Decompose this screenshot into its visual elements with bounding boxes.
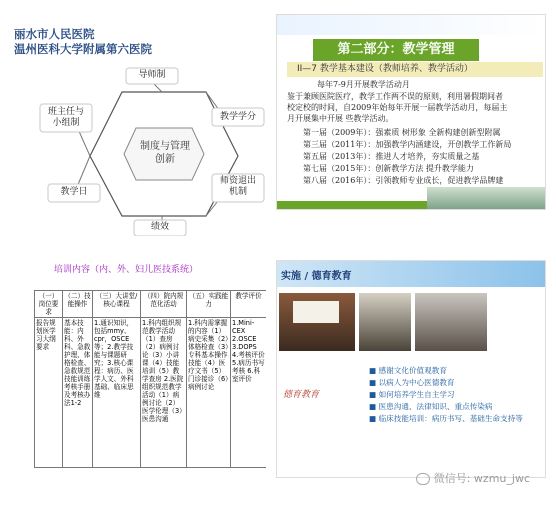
slide-line: 第七届（2015年）：创新教学方法 提升教学能力	[303, 164, 474, 173]
bullet-item: ■ 感谢文化价值观教育	[369, 366, 447, 375]
hospital-affiliation: 温州医科大学附属第六医院	[14, 42, 152, 56]
slide-top-band	[277, 15, 545, 35]
slide-footer-bar	[277, 201, 427, 209]
teaching-credit-label: 教学学分	[219, 112, 256, 122]
watermark-text: 微信号: wzmu_jwc	[433, 472, 530, 485]
table-header-row	[35, 291, 267, 318]
diagram-panel	[12, 8, 266, 236]
wechat-watermark	[416, 470, 530, 486]
exit-mechanism-label	[212, 176, 264, 198]
table-header-cell: （二）技能操作	[63, 291, 93, 318]
slide-line: 第三届（2011年）：加强教学内涵建设，开创教学工作新局	[303, 140, 512, 149]
slide-title: 实施 / 德育教育	[281, 271, 352, 282]
table-header-cell: （三）大讲堂/核心课程	[93, 291, 141, 318]
table-row	[35, 318, 267, 468]
section-subheader: II—7 教学基本建设（教师培养、教学活动）	[287, 62, 543, 77]
table-header-cell: 教学评价	[231, 291, 267, 318]
section-header: 第二部分：教学管理	[313, 39, 479, 61]
audience-photo	[359, 293, 411, 351]
training-title: 培训内容（内、外、妇儿医技系统）	[54, 265, 199, 275]
table-cell: 报告规划医学习大纲要求	[35, 318, 63, 468]
slide-line: 校定校的时间，自2009年始每年开展一届教学活动月，每届主	[287, 103, 508, 112]
slide-line: 鉴于兼顾医院医疗，教学工作两不误的原则，利用暑假期间者	[287, 92, 503, 101]
class-director-label	[40, 107, 92, 129]
training-content-panel	[34, 262, 266, 472]
mentor-label: 导师制	[138, 70, 166, 80]
table-header-cell: （五）实践能力	[187, 291, 231, 318]
classroom-photo	[415, 293, 487, 351]
slide-line: 月开展集中开展 些教学活动。	[287, 114, 394, 123]
bullet-item: ■ 如何培养学生自主学习	[369, 390, 455, 399]
table-header-cell: （一）岗位要求	[35, 291, 63, 318]
center-line1: 制度与管理	[140, 141, 190, 152]
bullet-item: ■ 临床技能培训：病历书写、基础生命支持等	[369, 414, 523, 423]
training-table	[34, 290, 266, 468]
class-director-line2: 小组制	[52, 118, 80, 128]
bullet-item: ■ 医患沟通、法律知识、重点传染病	[369, 402, 493, 411]
table-cell: 基本技能：内科、外科、急救护理、体格检查、急救规范技能训练考核手册及考核办法1-2	[63, 318, 93, 468]
slide-line: 第八届（2016年）：引领教师专业成长，促进教学品牌建	[303, 176, 504, 185]
hospital-name: 丽水市人民医院	[14, 27, 95, 41]
table-cell: 1.科内需掌握的内容（1）病史采集（2）体格检查（3）专科基本操作技能（4）医疗文书（5）门诊接诊（6）病例讨论	[187, 318, 231, 468]
exit-mechanism-line2: 机制	[228, 187, 247, 197]
lecture-hall-photo	[279, 293, 355, 351]
slide-line: 每年7-9月开展教学活动月	[317, 80, 410, 89]
center-label	[127, 140, 203, 166]
table-cell: 1.通识知识，包括mmy、cpr，OSCE等；2.教学技能与课题研究；3.核心课程：病历、医学人文、外科基础、临床思维	[93, 318, 141, 468]
stamp-text: 德育教育	[283, 390, 320, 400]
center-line2: 创新	[155, 154, 175, 165]
teaching-day-label: 教学日	[60, 187, 88, 197]
performance-label: 绩效	[150, 222, 169, 232]
moral-education-slide	[276, 260, 546, 478]
table-cell: 1.科内组织规范教学活动（1）查房（2）病例讨论（3）小讲课（4）技能培训（5）教学查房 2.医院组织规范教学活动（1）病例讨论（2）医学伦理（3）医患沟通	[141, 318, 187, 468]
teaching-management-slide	[276, 14, 546, 210]
hospital-building-image	[427, 187, 545, 209]
exit-mechanism-line1: 师资退出	[219, 176, 256, 186]
bullet-item: ■ 以病人为中心医德教育	[369, 378, 455, 387]
class-director-line1: 班主任与	[47, 107, 84, 117]
wechat-icon	[416, 473, 430, 485]
table-cell: 1.Mini-CEX 2.OSCE 3.DOPS 4.考核评价 5.病历书写考核 6.科室评价	[231, 318, 267, 468]
table-header-cell: （四）院内规范化活动	[141, 291, 187, 318]
slide-line: 第一届（2009年）：强素质 树形象 全新构建创新型附属	[303, 128, 501, 137]
slide-line: 第五届（2013年）：推进人才培养，夯实质量之基	[303, 152, 480, 161]
